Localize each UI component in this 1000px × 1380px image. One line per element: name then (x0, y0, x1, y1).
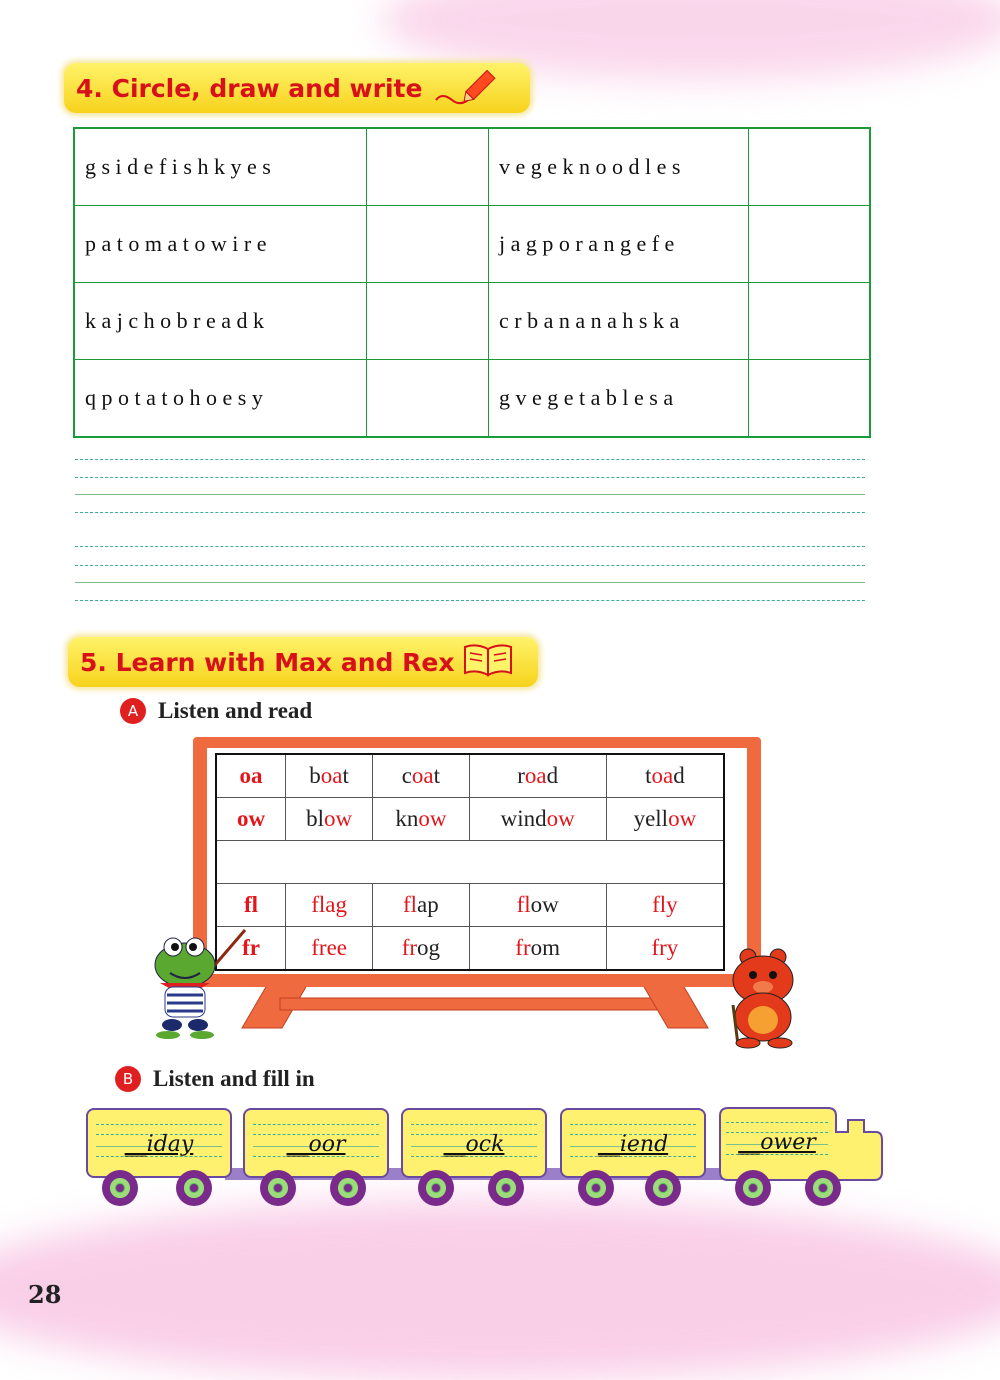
grid-row (74, 282, 870, 359)
phonics-word: boat (286, 754, 373, 798)
phonics-word: free (286, 927, 373, 971)
train-car-2[interactable] (243, 1108, 389, 1178)
phonics-key: fr (216, 927, 286, 971)
book-icon (462, 641, 514, 683)
fill-in-blank[interactable]: __iend (597, 1132, 669, 1157)
phonics-row-oa (216, 754, 724, 798)
train-wheel (805, 1170, 841, 1206)
section-4-title (64, 63, 530, 113)
drawing-cell[interactable] (367, 206, 489, 283)
page-number: 28 (28, 1280, 62, 1309)
phonics-board (193, 737, 761, 987)
part-b-badge: B (115, 1066, 141, 1092)
train-car-3[interactable] (401, 1108, 547, 1178)
train-engine[interactable] (718, 1108, 836, 1178)
drawing-cell[interactable] (749, 206, 871, 283)
phonics-word: frog (373, 927, 469, 971)
letter-string: gsidefishkyes (74, 128, 367, 206)
drawing-cell[interactable] (367, 282, 489, 359)
phonics-row-ow (216, 798, 724, 841)
bear-character-illustration (718, 945, 803, 1050)
drawing-cell[interactable] (367, 128, 489, 206)
train-wheel (418, 1170, 454, 1206)
drawing-cell[interactable] (749, 128, 871, 206)
part-a-badge: A (120, 698, 146, 724)
train-wheel (645, 1170, 681, 1206)
letter-string: patomatowire (74, 206, 367, 283)
phonics-word: toad (606, 754, 724, 798)
pencil-icon (432, 66, 502, 110)
grid-row (74, 128, 870, 206)
phonics-row-fr (216, 927, 724, 971)
phonics-word: know (373, 798, 469, 841)
section-5-title (68, 637, 538, 687)
train-car-4[interactable] (560, 1108, 706, 1178)
word-search-grid (73, 127, 871, 438)
phonics-key: ow (216, 798, 286, 841)
part-a-text: Listen and read (158, 698, 313, 723)
frog-character-illustration (140, 925, 250, 1040)
section-5-title-text: 5. Learn with Max and Rex (80, 647, 455, 677)
fill-in-blank[interactable]: __iday (124, 1132, 194, 1157)
train-car-1[interactable] (86, 1108, 232, 1178)
phonics-word: yellow (606, 798, 724, 841)
train-wheel (735, 1170, 771, 1206)
train-wheel (260, 1170, 296, 1206)
section-4-title-text: 4. Circle, draw and write (76, 73, 423, 103)
letter-string: qpotatohoesy (74, 359, 367, 437)
train-wheel (102, 1170, 138, 1206)
phonics-word: coat (373, 754, 469, 798)
phonics-word: from (469, 927, 606, 971)
part-b-label (115, 1066, 315, 1092)
phonics-word: fly (606, 884, 724, 927)
train-wheel (488, 1170, 524, 1206)
phonics-row-fl (216, 884, 724, 927)
train-wheel (578, 1170, 614, 1206)
board-legs (240, 980, 710, 1030)
phonics-word: flow (469, 884, 606, 927)
letter-string: gvegetablesa (489, 359, 749, 437)
phonics-spacer-row (216, 841, 724, 884)
phonics-word: road (469, 754, 606, 798)
phonics-word: flap (373, 884, 469, 927)
pink-cloud-bottom (0, 1200, 1000, 1380)
letter-string: vegeknoodles (489, 128, 749, 206)
grid-row (74, 359, 870, 437)
letter-string: jagporangefe (489, 206, 749, 283)
phonics-word: window (469, 798, 606, 841)
phonics-key: oa (216, 754, 286, 798)
phonics-table (215, 753, 725, 971)
fill-in-blank[interactable]: __ock (443, 1132, 505, 1157)
phonics-word: flag (286, 884, 373, 927)
phonics-word: blow (286, 798, 373, 841)
fill-in-blank[interactable]: __oor (286, 1132, 346, 1157)
drawing-cell[interactable] (749, 359, 871, 437)
drawing-cell[interactable] (749, 282, 871, 359)
fill-in-blank[interactable]: __ower (738, 1130, 816, 1155)
phonics-word: fry (606, 927, 724, 971)
train-wheel (176, 1170, 212, 1206)
drawing-cell[interactable] (367, 359, 489, 437)
phonics-key: fl (216, 884, 286, 927)
train-wheel (330, 1170, 366, 1206)
part-b-text: Listen and fill in (153, 1066, 315, 1091)
letter-string: kajchobreadk (74, 282, 367, 359)
letter-string: crbananahska (489, 282, 749, 359)
grid-row (74, 206, 870, 283)
part-a-label (120, 698, 312, 724)
